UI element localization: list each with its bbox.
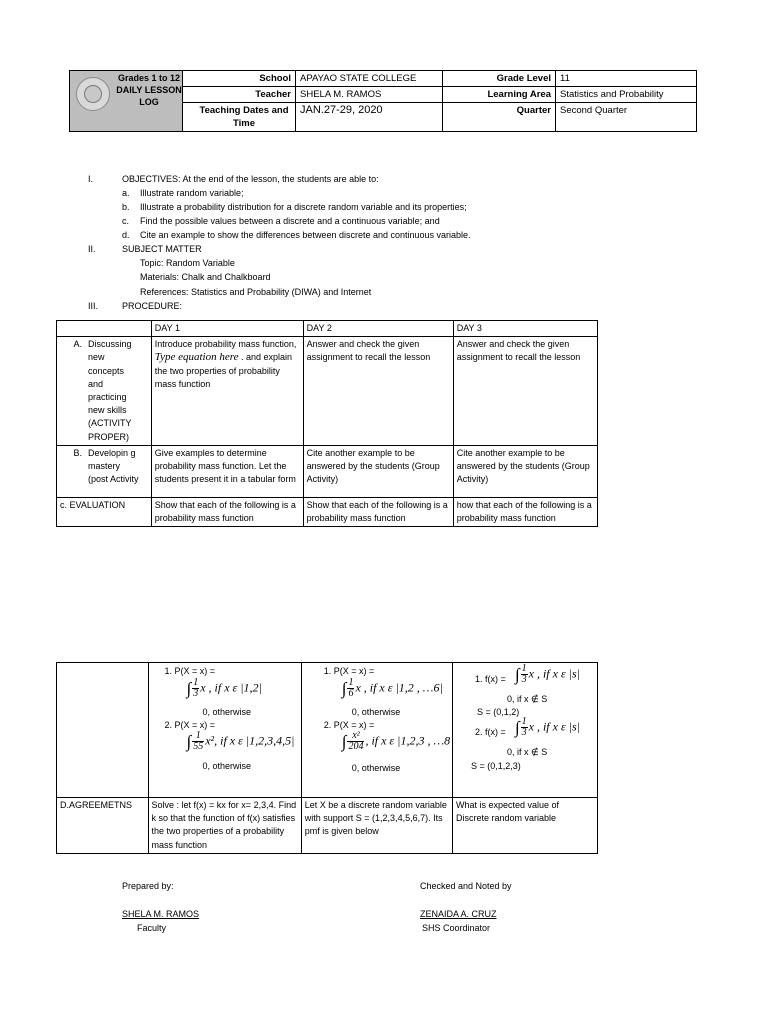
checked-by-role: SHS Coordinator: [422, 923, 491, 933]
grades-title: [114, 72, 184, 108]
agreements-day2: Let X be a discrete random variable with support S = (1,2,3,4,5,6,7). Its pmf is given below: [301, 798, 452, 854]
table-row: [57, 497, 598, 526]
quarter-value: Second Quarter: [556, 103, 697, 132]
day3-header: DAY 3: [453, 321, 597, 337]
row-a-day2: Answer and check the given assignment to recall the lesson: [303, 337, 453, 446]
prepared-by-name: SHELA M. RAMOS: [122, 909, 200, 919]
exercise-item: 2. P(X = x) =: [323, 720, 375, 730]
agreements-label: D.AGREEMETNS: [57, 798, 149, 854]
prepared-by-role: Faculty: [137, 923, 167, 933]
objective-item: Find the possible values between a discrete and a continuous variable; and: [140, 216, 440, 226]
exercise-item: 1. P(X = x) =: [164, 666, 216, 676]
materials-line: Materials: Chalk and Chalkboard: [140, 272, 271, 282]
row-b-label-cell: [57, 445, 152, 497]
school-label: School: [183, 71, 296, 87]
formula: [187, 731, 295, 752]
section-number-1: I.: [88, 174, 94, 184]
quarter-label: Quarter: [443, 103, 556, 132]
objective-item: Illustrate random variable;: [140, 188, 244, 198]
otherwise-text: 0, otherwise: [202, 761, 252, 771]
table-cell: [57, 321, 152, 337]
formula-condition: x , if x ε |1,2|: [200, 680, 262, 695]
fraction-numerator: 1: [193, 677, 199, 688]
grade-level-value: 11: [556, 71, 697, 87]
objective-mark: b.: [122, 202, 130, 212]
integral-icon: ∫: [186, 731, 192, 751]
formula: [515, 717, 580, 738]
references-line: References: Statistics and Probability (DIWA) and Internet: [140, 287, 372, 297]
table-cell: [57, 663, 149, 798]
log-label-line1: DAILY LESSON: [116, 85, 182, 95]
section-number-2: II.: [88, 244, 96, 254]
header-logo-cell: [70, 71, 183, 132]
objective-mark: c.: [122, 216, 130, 226]
fraction: [192, 731, 204, 752]
fraction: [347, 731, 364, 752]
objective-mark: a.: [122, 188, 130, 198]
row-b-day3: Cite another example to be answered by the students (Group Activity): [453, 445, 597, 497]
formula-condition: , if x ε |1,2,3 , …8: [365, 733, 451, 748]
integral-icon: ∫: [186, 678, 192, 698]
dates-label: Teaching Dates and Time: [183, 103, 296, 132]
otherwise-text: 0, otherwise: [202, 707, 252, 717]
agreements-day3: What is expected value of Discrete random variable: [452, 798, 597, 854]
row-a-label-cell: [57, 337, 152, 446]
integral-icon: ∫: [341, 678, 347, 698]
fraction-denominator: 6: [348, 688, 354, 699]
prepared-by-label: Prepared by:: [122, 881, 174, 891]
if-not-in-s-text: 0, if x ∉ S: [506, 694, 548, 704]
procedure-heading: PROCEDURE:: [122, 301, 183, 311]
row-b-day1: Give examples to determine probability mass function. Let the students present it in a tabular form: [151, 445, 303, 497]
integral-icon: ∫: [341, 731, 347, 751]
grade-level-label: Grade Level: [443, 71, 556, 87]
fraction-numerator: 1: [521, 716, 527, 727]
fraction-numerator: 1: [192, 731, 204, 742]
formula: [342, 678, 443, 699]
day2-exercises: [301, 663, 452, 798]
integral-icon: ∫: [514, 664, 520, 684]
integral-icon: ∫: [514, 717, 520, 737]
row-c-day2: Show that each of the following is a probability mass function: [303, 497, 453, 526]
exercise-item: 2. f(x) =: [474, 727, 506, 737]
row-a-mark: A.: [73, 339, 82, 350]
day1-header: DAY 1: [151, 321, 303, 337]
formula-condition: x , if x ε |s|: [528, 719, 580, 734]
fraction-numerator: x²: [347, 731, 364, 742]
checked-by-name: ZENAIDA A. CRUZ: [420, 909, 497, 919]
fraction-numerator: 1: [521, 663, 527, 674]
equation-placeholder: Type equation here: [154, 351, 239, 364]
formula-condition: x , if x ε |1,2 , …6|: [355, 680, 443, 695]
exercises-table: [56, 662, 598, 854]
objectives-heading: OBJECTIVES: At the end of the lesson, the students are able to:: [122, 174, 379, 184]
row-b-mark: B.: [73, 447, 82, 458]
procedure-table: [56, 320, 598, 527]
row-c-day3: how that each of the following is a probability mass function: [453, 497, 597, 526]
teacher-label: Teacher: [183, 87, 296, 103]
fraction-denominator: 55: [193, 741, 204, 752]
objective-item: Cite an example to show the differences between discrete and continuous variable.: [140, 230, 471, 240]
learning-area-value: Statistics and Probability: [556, 87, 697, 103]
exercise-item: 2. P(X = x) =: [164, 720, 216, 730]
deped-seal-icon: [76, 77, 110, 111]
table-row: [57, 445, 598, 497]
grades-label: Grades 1 to 12: [117, 73, 181, 83]
fraction: [192, 678, 199, 699]
row-a-day1: [151, 337, 303, 446]
fraction-denominator: 3: [193, 688, 199, 699]
row-b-day2: Cite another example to be answered by the students (Group Activity): [303, 445, 453, 497]
table-row: [57, 337, 598, 446]
row-a-day1-text: Introduce probability mass function,: [154, 339, 297, 350]
objective-mark: d.: [122, 230, 130, 240]
topic-line: Topic: Random Variable: [140, 258, 235, 268]
row-a-label: Discussing new concepts and practicing new skills (ACTIVITY PROPER): [88, 339, 132, 442]
learning-area-label: Learning Area: [443, 87, 556, 103]
fraction-denominator: 3: [521, 674, 527, 685]
table-row: [57, 798, 598, 854]
support-set: S = (0,1,2,3): [470, 761, 521, 771]
checked-by-label: Checked and Noted by: [420, 881, 512, 891]
support-set: S = (0,1,2): [476, 707, 520, 717]
teacher-value: SHELA M. RAMOS: [296, 87, 443, 103]
otherwise-text: 0, otherwise: [351, 707, 401, 717]
table-row: [57, 321, 598, 337]
row-c-label: c. EVALUATION: [57, 497, 152, 526]
fraction-denominator: 3: [521, 727, 527, 738]
fraction: [521, 664, 528, 685]
school-value: APAYAO STATE COLLEGE: [296, 71, 443, 87]
fraction: [521, 717, 528, 738]
formula: [515, 664, 580, 685]
formula: [342, 731, 450, 752]
section-number-3: III.: [88, 301, 99, 311]
day2-header: DAY 2: [303, 321, 453, 337]
fraction-numerator: 1: [348, 677, 354, 688]
table-row: [57, 663, 598, 798]
objective-item: Illustrate a probability distribution for a discrete random variable and its properties;: [140, 202, 467, 212]
row-a-day3: Answer and check the given assignment to recall the lesson: [453, 337, 597, 446]
lesson-header-table: [69, 70, 697, 132]
fraction: [347, 678, 354, 699]
row-c-day1: Show that each of the following is a probability mass function: [151, 497, 303, 526]
exercise-item: 1. f(x) =: [474, 674, 506, 684]
fraction-denominator: 204: [348, 741, 364, 752]
agreements-day1: Solve : let f(x) = kx for x= 2,3,4. Find k so that the function of f(x) satisfies the two properties of a probability mass function: [148, 798, 301, 854]
day1-exercises: [148, 663, 301, 798]
subject-matter-heading: SUBJECT MATTER: [122, 244, 202, 254]
otherwise-text: 0, otherwise: [351, 763, 401, 773]
day3-exercises: [452, 663, 597, 798]
dates-value: JAN.27-29, 2020: [296, 103, 443, 132]
exercise-item: 1. P(X = x) =: [323, 666, 375, 676]
row-a-day1-text-2: . and explain the two properties of probability mass function: [154, 352, 293, 389]
if-not-in-s-text: 0, if x ∉ S: [506, 747, 548, 757]
formula-condition: x², if x ε |1,2,3,4,5|: [205, 733, 295, 748]
row-b-label: Developin g mastery (post Activity: [88, 447, 139, 485]
formula-condition: x , if x ε |s|: [528, 666, 580, 681]
formula: [187, 678, 262, 699]
log-label-line2: LOG: [139, 97, 159, 107]
